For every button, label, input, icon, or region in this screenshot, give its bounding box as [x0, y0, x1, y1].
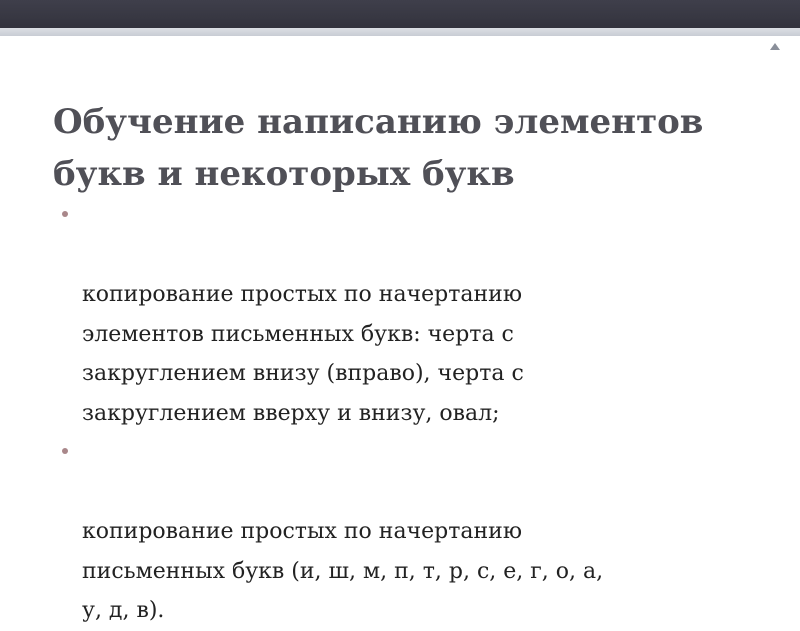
triangle-up-icon [770, 43, 780, 50]
slide-top-bar [0, 0, 800, 28]
slide-top-stripe [0, 28, 800, 36]
bullet-text: копирование простых по начертанию письменных букв (и, ш, м, п, т, р, с, е, г, о, а, у, д, в). [82, 519, 604, 623]
bullet-dot-icon [62, 448, 68, 454]
bullet-item [62, 196, 762, 433]
slide-title: Обучение написанию элементов букв и некоторых букв [53, 102, 704, 194]
bullet-text: копирование простых по начертанию элементов письменных букв: черта с закруглением внизу (вправо), черта с закруглением вверху и внизу, овал; [82, 282, 524, 426]
bullet-item [62, 433, 762, 631]
bullet-list [62, 196, 762, 631]
bullet-dot-icon [62, 211, 68, 217]
